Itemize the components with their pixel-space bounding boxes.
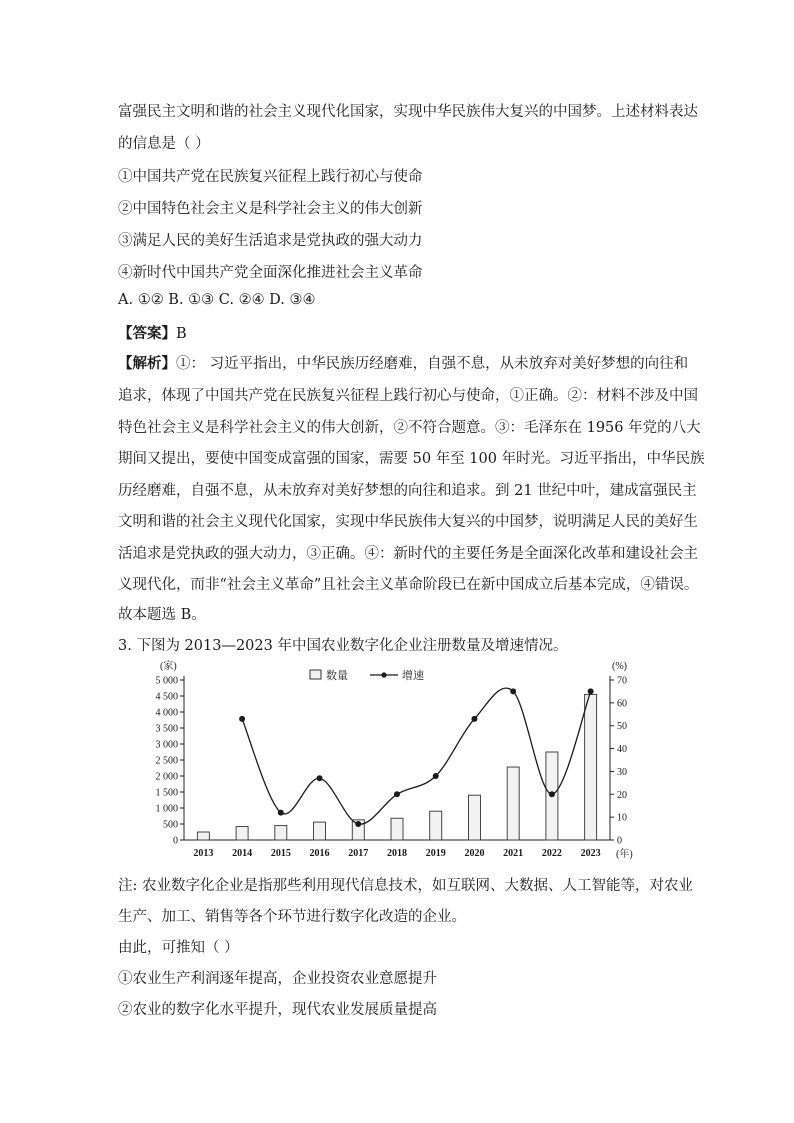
enterprise-count-growth-chart (118, 655, 638, 863)
bar-series (197, 694, 596, 840)
x-tick-label: 2023 (580, 848, 601, 859)
growth-point-2017 (355, 821, 361, 827)
x-tick-label: 2022 (541, 848, 562, 859)
left-tick-label: 2 500 (155, 755, 178, 767)
legend-bar-swatch (310, 670, 321, 679)
legend-bar-label: 数量 (326, 670, 348, 682)
x-tick-label: 2013 (193, 848, 214, 859)
right-tick-label: 20 (617, 789, 627, 801)
q2-option-2: ②中国特色社会主义是科学社会主义的伟大创新 (118, 201, 423, 217)
x-tick-label: 2014 (232, 848, 253, 859)
growth-point-2016 (317, 775, 323, 781)
x-tick-label: 2019 (425, 848, 446, 859)
growth-point-2021 (510, 688, 516, 694)
bar-2013 (197, 832, 209, 840)
bar-2014 (236, 827, 248, 840)
left-tick-label: 1 000 (155, 803, 178, 815)
left-tick-label: 0 (173, 835, 178, 847)
x-tick-label: 2017 (348, 848, 369, 859)
left-tick-label: 2 000 (155, 771, 178, 783)
q2-analysis-line-4: 期间又提出，要使中国变成富强的国家，需要 50 年至 100 年时光。习近平指出，中华民族 (118, 451, 705, 467)
q3-note-line-1: 注: 农业数字化企业是指那些利用现代信息技术，如互联网、大数据、人工智能等，对农业 (118, 878, 693, 894)
q2-choices: A. ①② B. ①③ C. ②④ D. ③④ (118, 292, 316, 308)
growth-point-2018 (394, 791, 400, 797)
q3-option-2: ②农业的数字化水平提升，现代农业发展质量提高 (118, 1002, 437, 1018)
q2-analysis-line-1 (118, 352, 688, 373)
answer-label: 【答案】 (118, 325, 176, 342)
q3-option-1: ①农业生产利润逐年提高，企业投资农业意愿提升 (118, 971, 437, 987)
right-tick-label: 70 (617, 675, 627, 687)
left-tick-label: 4 500 (155, 691, 178, 703)
growth-point-2023 (588, 688, 594, 694)
bar-2020 (468, 795, 480, 840)
legend-line-marker (381, 672, 386, 677)
left-tick-label: 500 (163, 819, 178, 831)
q2-analysis-line-8: 义现代化，而非“社会主义革命”且社会主义革命阶段已在新中国成立后基本完成，④错误。 (118, 577, 699, 593)
bar-2019 (430, 811, 442, 840)
right-axis-unit: (%) (612, 661, 627, 672)
x-tick-label: 2018 (387, 848, 407, 859)
bar-2023 (585, 694, 597, 840)
left-tick-label: 3 000 (155, 739, 178, 751)
line-series (239, 688, 594, 827)
right-tick-label: 60 (617, 698, 627, 710)
q2-option-1: ①中国共产党在民族复兴征程上践行初心与使命 (118, 169, 423, 185)
growth-point-2022 (549, 791, 555, 797)
q3-infer: 由此，可推知（ ） (118, 940, 239, 956)
x-axis-unit: (年) (616, 849, 633, 860)
q2-option-3: ③满足人民的美好生活追求是党执政的强大动力 (118, 233, 423, 249)
left-tick-label: 5 000 (155, 675, 178, 687)
growth-point-2014 (239, 716, 245, 722)
q2-option-4: ④新时代中国共产党全面深化推进社会主义革命 (118, 265, 423, 281)
q2-stem-line-2: 的信息是（ ） (118, 136, 210, 152)
right-tick-label: 10 (617, 812, 627, 824)
left-axis-unit: (家) (160, 661, 177, 672)
q2-analysis-line-6: 文明和谐的社会主义现代化国家，实现中华民族伟大复兴的中国梦，说明满足人民的美好生 (118, 514, 698, 530)
growth-point-2020 (471, 716, 477, 722)
x-tick-label: 2020 (464, 848, 485, 859)
q2-analysis-line-2: 追求，体现了中国共产党在民族复兴征程上践行初心与使命，①正确。②：材料不涉及中国 (118, 388, 698, 404)
x-tick-label: 2021 (503, 848, 524, 859)
chart-legend (310, 668, 424, 682)
bar-2015 (275, 826, 287, 840)
left-tick-label: 1 500 (155, 787, 178, 799)
answer-value: B (176, 326, 187, 342)
right-tick-label: 30 (617, 766, 627, 778)
left-tick-label: 3 500 (155, 723, 178, 735)
right-tick-label: 50 (617, 721, 627, 733)
q3-stem: 3. 下图为 2013—2023 年中国农业数字化企业注册数量及增速情况。 (118, 638, 568, 654)
q2-analysis-line-5: 历经磨难，自强不息，从未放弃对美好梦想的向往和追求。到 21 世纪中叶，建成富强民主 (118, 483, 697, 499)
analysis-text-1: ①： 习近平指出，中华民族历经磨难，自强不息，从未放弃对美好梦想的向往和 (176, 356, 689, 372)
growth-line (242, 688, 591, 824)
q2-analysis-line-7: 活追求是党执政的强大动力，③正确。④：新时代的主要任务是全面深化改革和建设社会主 (118, 546, 698, 562)
bar-2018 (391, 818, 403, 840)
bar-2016 (314, 822, 326, 840)
q3-note-line-2: 生产、加工、销售等各个环节进行数字化改造的企业。 (118, 909, 466, 925)
legend-line-label: 增速 (402, 670, 424, 682)
growth-point-2019 (433, 773, 439, 779)
right-tick-label: 40 (617, 744, 627, 756)
x-tick-label: 2016 (309, 848, 330, 859)
q2-analysis-line-3: 特色社会主义是科学社会主义的伟大创新，②不符合题意。③：毛泽东在 1956 年党的八大 (118, 420, 701, 436)
analysis-label: 【解析】 (118, 355, 176, 372)
x-tick-label: 2015 (270, 848, 291, 859)
growth-point-2015 (278, 810, 284, 816)
q2-answer (118, 322, 187, 343)
q2-stem-line-1: 富强民主文明和谐的社会主义现代化国家，实现中华民族伟大复兴的中国梦。上述材料表达 (118, 104, 698, 120)
right-tick-label: 0 (617, 835, 622, 847)
q2-analysis-line-9: 故本题选 B。 (118, 607, 206, 623)
left-tick-label: 4 000 (155, 707, 178, 719)
bar-2021 (507, 767, 519, 840)
